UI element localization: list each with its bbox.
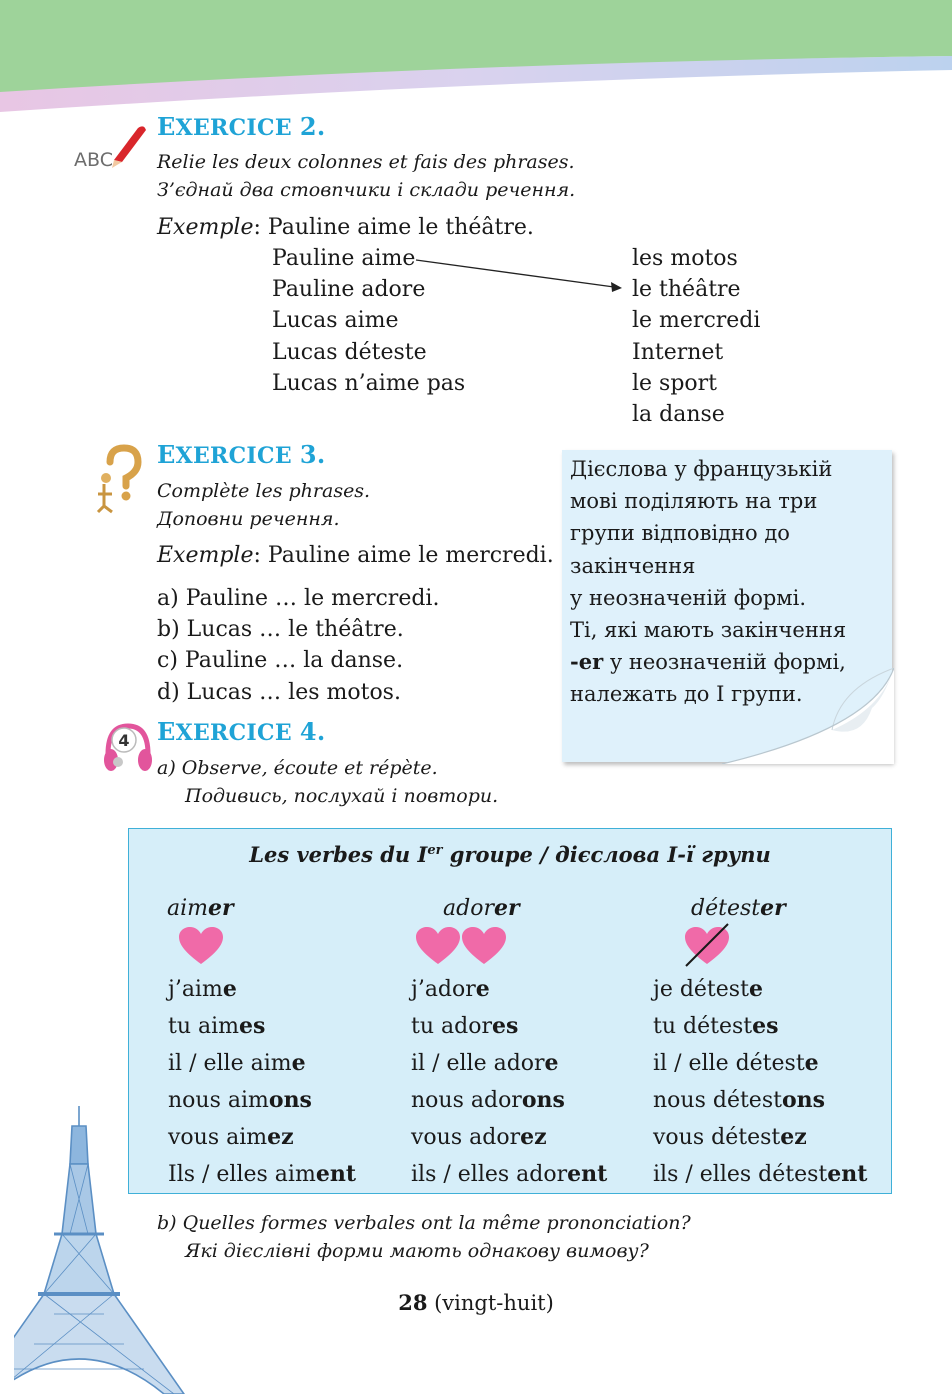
page-number: 28 (vingt-huit) xyxy=(398,1290,554,1315)
exercise-3-items xyxy=(157,583,439,708)
two-hearts-icon xyxy=(415,926,507,966)
header-band xyxy=(0,0,952,112)
conjugation-form: tu détestes xyxy=(653,1013,779,1039)
note-line: у неозначеній формі. xyxy=(570,585,807,610)
instruction-uk: Подивись, послухай і повтори. xyxy=(185,785,499,807)
question-fr: b) Quelles formes verbales ont la même prononciation? xyxy=(157,1212,691,1234)
conjugation-form: je déteste xyxy=(653,976,763,1002)
exercise-4b-question xyxy=(157,1209,691,1265)
right-column-item: la danse xyxy=(632,402,725,428)
verb-heading-adorer: adorer xyxy=(443,895,520,921)
right-column-item: les motos xyxy=(632,246,738,271)
example-arrow xyxy=(412,254,628,294)
headphones-icon xyxy=(102,720,154,776)
exercise-3-item: a) Pauline … le mercredi. xyxy=(157,586,440,611)
left-column-item: Lucas aime xyxy=(272,308,399,334)
exercise-2-example: Exemple: Pauline aime le théâtre. xyxy=(157,215,534,240)
left-column-item: Pauline aime xyxy=(272,246,416,271)
exercise-2-instruction xyxy=(157,148,575,204)
exercise-4-instruction xyxy=(157,754,498,810)
right-column-item: le sport xyxy=(632,370,718,396)
instruction-fr: Complète les phrases. xyxy=(157,480,371,502)
conjugation-form: ils / elles détestent xyxy=(653,1161,868,1187)
conjugation-form: ils / elles adorent xyxy=(411,1161,608,1187)
conjugation-form: il / elle aime xyxy=(168,1050,306,1076)
note-line: закінчення xyxy=(570,553,696,578)
conjugation-form: vous adorez xyxy=(411,1124,547,1150)
conjugation-form: vous aimez xyxy=(168,1124,294,1150)
left-column-item: Lucas déteste xyxy=(272,339,427,365)
verb-heading-detester: détester xyxy=(691,895,786,921)
conjugation-adorer xyxy=(411,971,607,1193)
right-column-item: le mercredi xyxy=(632,308,761,334)
right-column-item: Internet xyxy=(632,339,724,365)
conjugation-form: Ils / elles aiment xyxy=(168,1161,356,1187)
audio-track-number: 4 xyxy=(118,731,130,750)
heart-icon xyxy=(178,926,224,966)
exercise-3-item: d) Lucas … les motos. xyxy=(157,679,401,705)
exercise-4-title: EXERCICE 4. xyxy=(157,717,326,746)
exercise-3-item: b) Lucas … le théâtre. xyxy=(157,617,404,643)
conjugation-detester xyxy=(653,971,867,1193)
exercise-2-title: EXERCICE 2. xyxy=(157,112,326,141)
conjugation-form: vous détestez xyxy=(653,1124,807,1150)
conjugation-form: il / elle déteste xyxy=(653,1050,819,1076)
conjugation-form: il / elle adore xyxy=(411,1050,559,1076)
exercise-3-item: c) Pauline … la danse. xyxy=(157,648,404,674)
conjugation-form: tu aimes xyxy=(168,1013,266,1039)
exercise-2-right-column xyxy=(632,243,760,430)
exercise-3-instruction xyxy=(157,477,370,533)
conjugation-form: j’adore xyxy=(411,976,490,1002)
abc-pencil-icon xyxy=(72,122,150,174)
question-uk: Які дієслівні форми мають однакову вимову? xyxy=(185,1240,649,1262)
exercise-3-title: EXERCICE 3. xyxy=(157,440,326,469)
right-column-item: le théâtre xyxy=(632,277,741,303)
conjugation-form: tu adores xyxy=(411,1013,519,1039)
eiffel-tower-illustration xyxy=(14,1104,194,1394)
abc-icon-text: ABC xyxy=(74,149,113,171)
instruction-fr: Relie les deux colonnes et fais des phrases. xyxy=(157,151,575,173)
instruction-uk: З’єднай два стовпчики і склади речення. xyxy=(157,179,576,201)
verb-heading-aimer: aimer xyxy=(167,895,234,921)
instruction-fr: a) Observe, écoute et répète. xyxy=(157,757,438,779)
conjugation-form: nous aimons xyxy=(168,1087,312,1113)
conjugation-form: nous adorons xyxy=(411,1087,565,1113)
grammar-note-text: Дієслова у французькій мові поділяють на три групи відповідно до закінчення у неозначеній формі. Ті, які мають закінчення -er у неозначеній формі, належать до I групи. xyxy=(570,453,890,711)
question-mark-icon xyxy=(94,444,144,514)
note-line: групи відповідно до xyxy=(570,521,790,546)
conjugation-form: j’aime xyxy=(168,976,237,1002)
left-column-item: Pauline adore xyxy=(272,277,426,303)
note-line: мові поділяють на три xyxy=(570,489,818,514)
conjugation-aimer xyxy=(168,971,356,1193)
note-line: Дієслова у французькій xyxy=(570,457,833,481)
left-column-item: Lucas n’aime pas xyxy=(272,370,466,396)
crossed-heart-icon xyxy=(682,922,732,968)
conjugation-table-title: Les verbes du Ier groupe / дієслова I-ї групи xyxy=(249,842,771,867)
instruction-uk: Доповни речення. xyxy=(157,508,340,530)
conjugation-form: nous détestons xyxy=(653,1087,826,1113)
exercise-3-example: Exemple: Pauline aime le mercredi. xyxy=(157,543,554,568)
